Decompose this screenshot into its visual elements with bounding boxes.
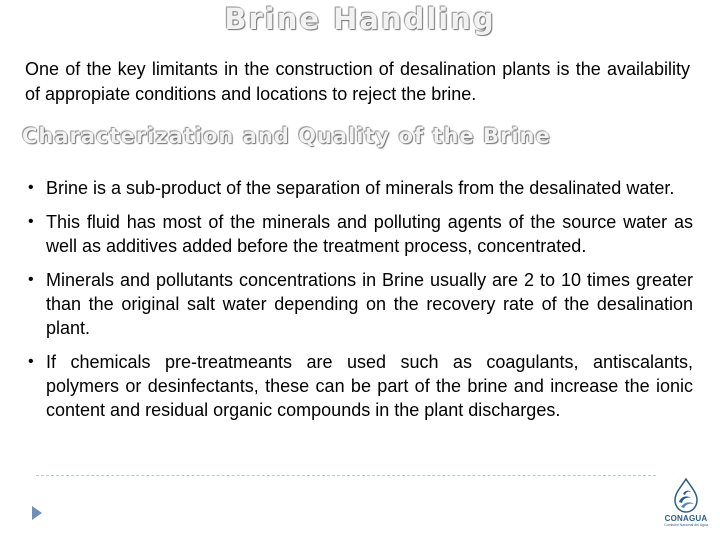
bullet-item (25, 268, 693, 340)
bullet-list (25, 176, 693, 432)
bullet-text: If chemicals pre-treatmeants are used such as coagulants, antiscalants, polymers or desinfectants, these can be part of the brine and increase the ionic content and residual organic compounds in the plant discharges. (46, 352, 693, 420)
bullet-item (25, 210, 693, 258)
bullet-text: Brine is a sub-product of the separation of minerals from the desalinated water. (46, 178, 675, 198)
bullet-text: Minerals and pollutants concentrations in Brine usually are 2 to 10 times greater than the original salt water depending on the recovery rate of the desalination plant. (46, 270, 693, 338)
section-heading: Characterization and Quality of the Brine (22, 124, 551, 148)
bullet-marker: • (28, 179, 34, 196)
slide-title: Brine Handling (224, 2, 496, 36)
bullet-item (25, 350, 693, 422)
logo-tagline: Comisión Nacional del Agua (664, 523, 708, 527)
bullet-item (25, 176, 693, 200)
logo-name: CONAGUA (664, 514, 708, 523)
footer-divider (36, 475, 656, 476)
next-slide-arrow-icon[interactable] (32, 506, 42, 520)
bullet-marker: • (28, 271, 34, 288)
bullet-text: This fluid has most of the minerals and polluting agents of the source water as well as additives added before the treatment process, concentrated. (46, 212, 693, 256)
water-drop-swirl-icon (671, 478, 701, 514)
intro-paragraph: One of the key limitants in the construction of desalination plants is the availability of appropiate conditions and locations to reject the brine. (25, 59, 690, 104)
bullet-marker: • (28, 213, 34, 230)
bullet-marker: • (28, 353, 34, 370)
conagua-logo (660, 478, 712, 536)
